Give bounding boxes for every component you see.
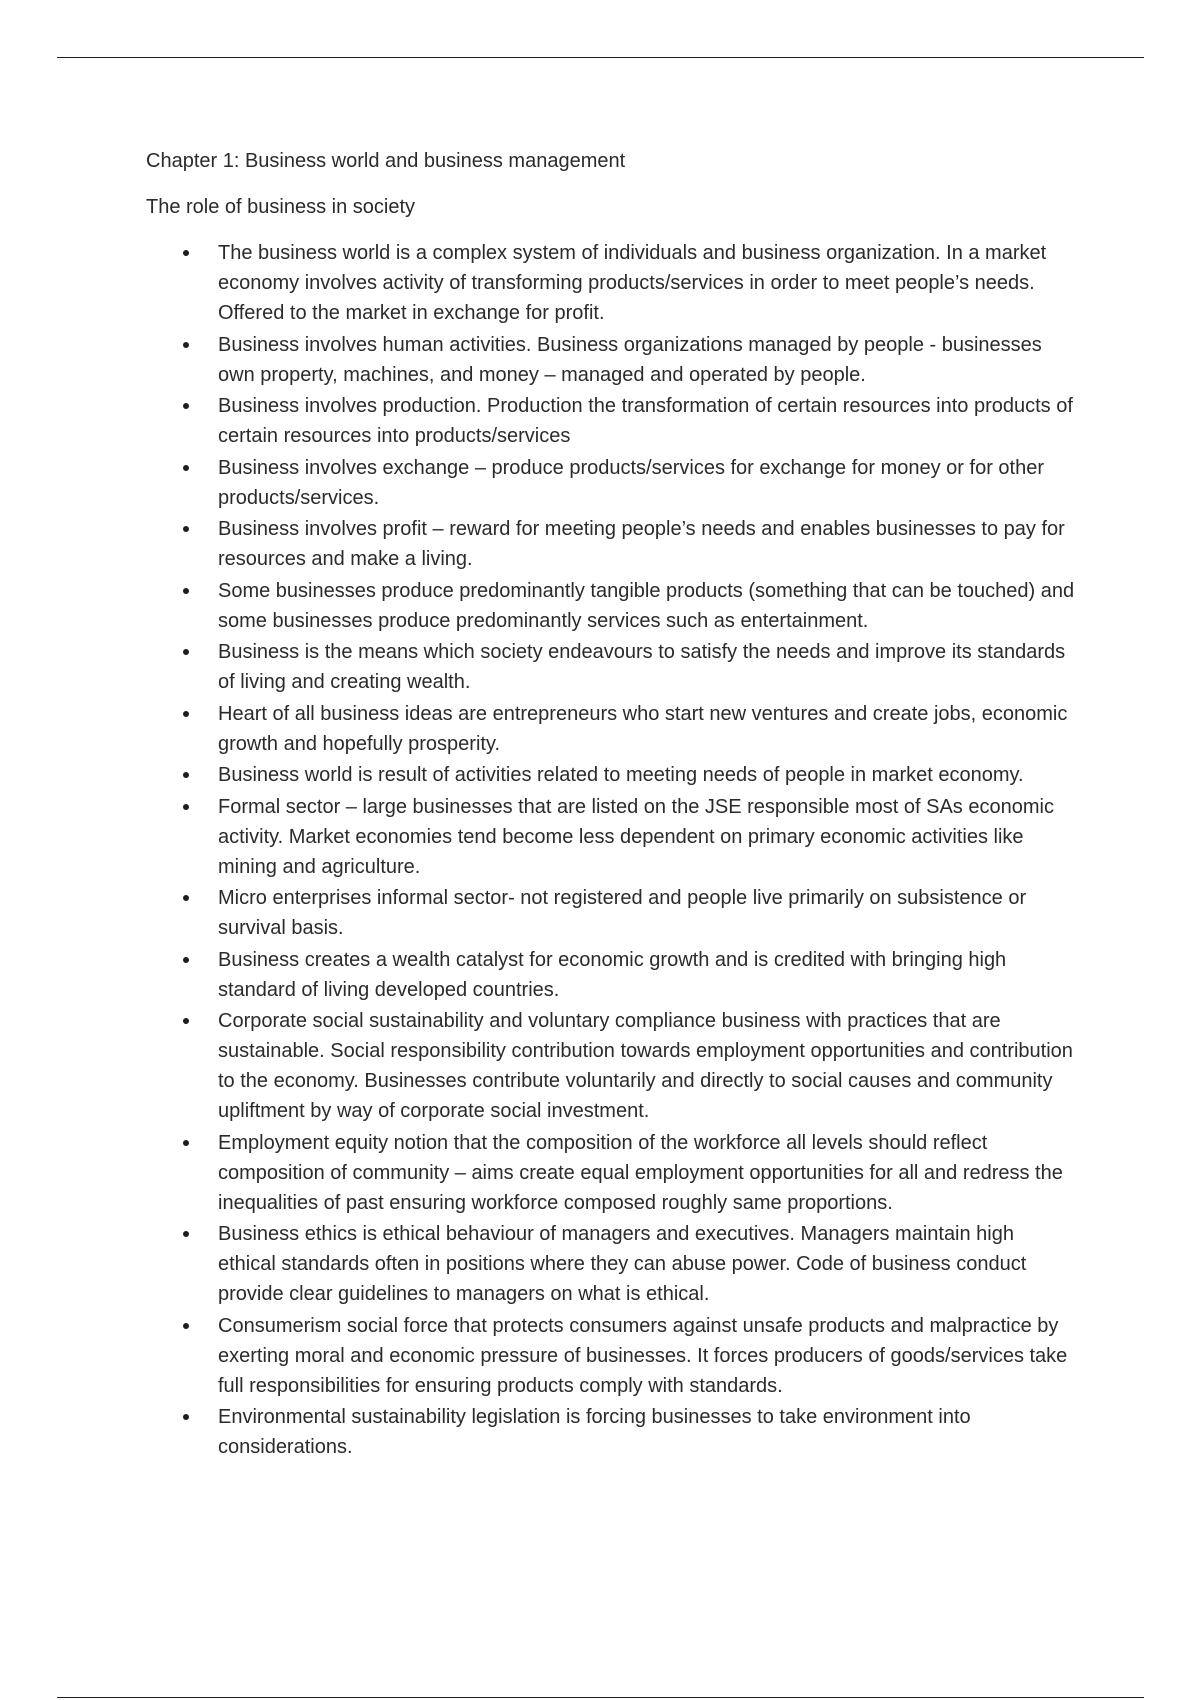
list-item-text: Business is the means which society endeavours to satisfy the needs and improve its standards of living and creating wealth.: [218, 641, 1066, 693]
bullet-icon: [183, 895, 189, 901]
bullet-icon: [183, 403, 189, 409]
bullet-icon: [183, 772, 189, 778]
bullet-icon: [183, 1323, 189, 1329]
list-item: [146, 945, 1076, 1005]
list-item: [146, 637, 1076, 697]
list-item-text: Heart of all business ideas are entrepreneurs who start new ventures and create jobs, economic growth and hopefully prosperity.: [218, 702, 1068, 755]
list-item: [146, 1128, 1076, 1218]
list-item-text: Corporate social sustainability and voluntary compliance business with practices that are sustainable. Social responsibility contribution towards employment opportunities and contribution to the economy. Businesses contribute voluntarily and directly to social causes and community upliftment by way of corporate social investment.: [218, 1010, 1073, 1122]
list-item-text: Business involves profit – reward for meeting people’s needs and enables businesses to pay for resources and make a living.: [218, 518, 1065, 570]
bullet-icon: [183, 588, 189, 594]
list-item-text: Business world is result of activities related to meeting needs of people in market economy.: [218, 764, 1024, 786]
list-item-text: Some businesses produce predominantly tangible products (something that can be touched) and some businesses produce predominantly services such as entertainment.: [218, 579, 1075, 632]
list-item: [146, 330, 1076, 390]
bullet-icon: [183, 465, 189, 471]
footer-rule: [57, 1697, 1144, 1698]
list-item-text: Micro enterprises informal sector- not registered and people live primarily on subsistence or survival basis.: [218, 887, 1027, 939]
section-title: The role of business in society: [146, 196, 416, 218]
list-item-text: Business creates a wealth catalyst for economic growth and is credited with bringing high standard of living developed countries.: [218, 948, 1007, 1001]
bullet-list: [146, 238, 1076, 1462]
list-item-text: The business world is a complex system of individuals and business organization. In a market economy involves activity of transforming products/services in order to meet people’s needs. Offered to the market in exchange for profit.: [218, 242, 1047, 324]
list-item-text: Business involves production. Production the transformation of certain resources into products of certain resources into products/services: [218, 395, 1073, 447]
list-item-text: Formal sector – large businesses that are listed on the JSE responsible most of SAs economic activity. Market economies tend become less dependent on primary economic activities like mining and agriculture.: [218, 795, 1054, 878]
header-rule: [57, 57, 1144, 58]
list-item: [146, 453, 1076, 513]
bullet-icon: [183, 1140, 189, 1146]
bullet-icon: [183, 804, 189, 810]
bullet-icon: [183, 250, 189, 256]
bullet-icon: [183, 342, 189, 348]
list-item: [146, 514, 1076, 574]
document-body: [146, 146, 1076, 1464]
bullet-icon: [183, 957, 189, 963]
bullet-icon: [183, 649, 189, 655]
list-item: [146, 576, 1076, 636]
list-item-text: Business involves human activities. Business organizations managed by people - businesses own property, machines, and money – managed and operated by people.: [218, 333, 1042, 386]
list-item-text: Business involves exchange – produce products/services for exchange for money or for other products/services.: [218, 456, 1044, 509]
list-item: [146, 1402, 1076, 1462]
list-item: [146, 1006, 1076, 1126]
list-item-text: Environmental sustainability legislation is forcing businesses to take environment into considerations.: [218, 1406, 971, 1458]
list-item: [146, 792, 1076, 882]
list-item: [146, 883, 1076, 943]
list-item-text: Consumerism social force that protects consumers against unsafe products and malpractice by exerting moral and economic pressure of businesses. It forces producers of goods/services take full responsibilities for ensuring products comply with standards.: [218, 1314, 1068, 1397]
bullet-icon: [183, 711, 189, 717]
bullet-icon: [183, 526, 189, 532]
chapter-title: Chapter 1: Business world and business management: [146, 150, 626, 172]
list-item: [146, 760, 1076, 790]
bullet-icon: [183, 1231, 189, 1237]
list-item: [146, 1219, 1076, 1309]
list-item-text: Business ethics is ethical behaviour of managers and executives. Managers maintain high ethical standards often in positions where they can abuse power. Code of business conduct provide clear guidelines to managers on what is ethical.: [218, 1223, 1027, 1305]
list-item: [146, 238, 1076, 328]
list-item-text: Employment equity notion that the composition of the workforce all levels should reflect composition of community – aims create equal employment opportunities for all and redress the inequalities of past ensuring workforce composed roughly same proportions.: [218, 1131, 1063, 1214]
list-item: [146, 391, 1076, 451]
bullet-icon: [183, 1018, 189, 1024]
bullet-icon: [183, 1414, 189, 1420]
list-item: [146, 699, 1076, 759]
list-item: [146, 1311, 1076, 1401]
